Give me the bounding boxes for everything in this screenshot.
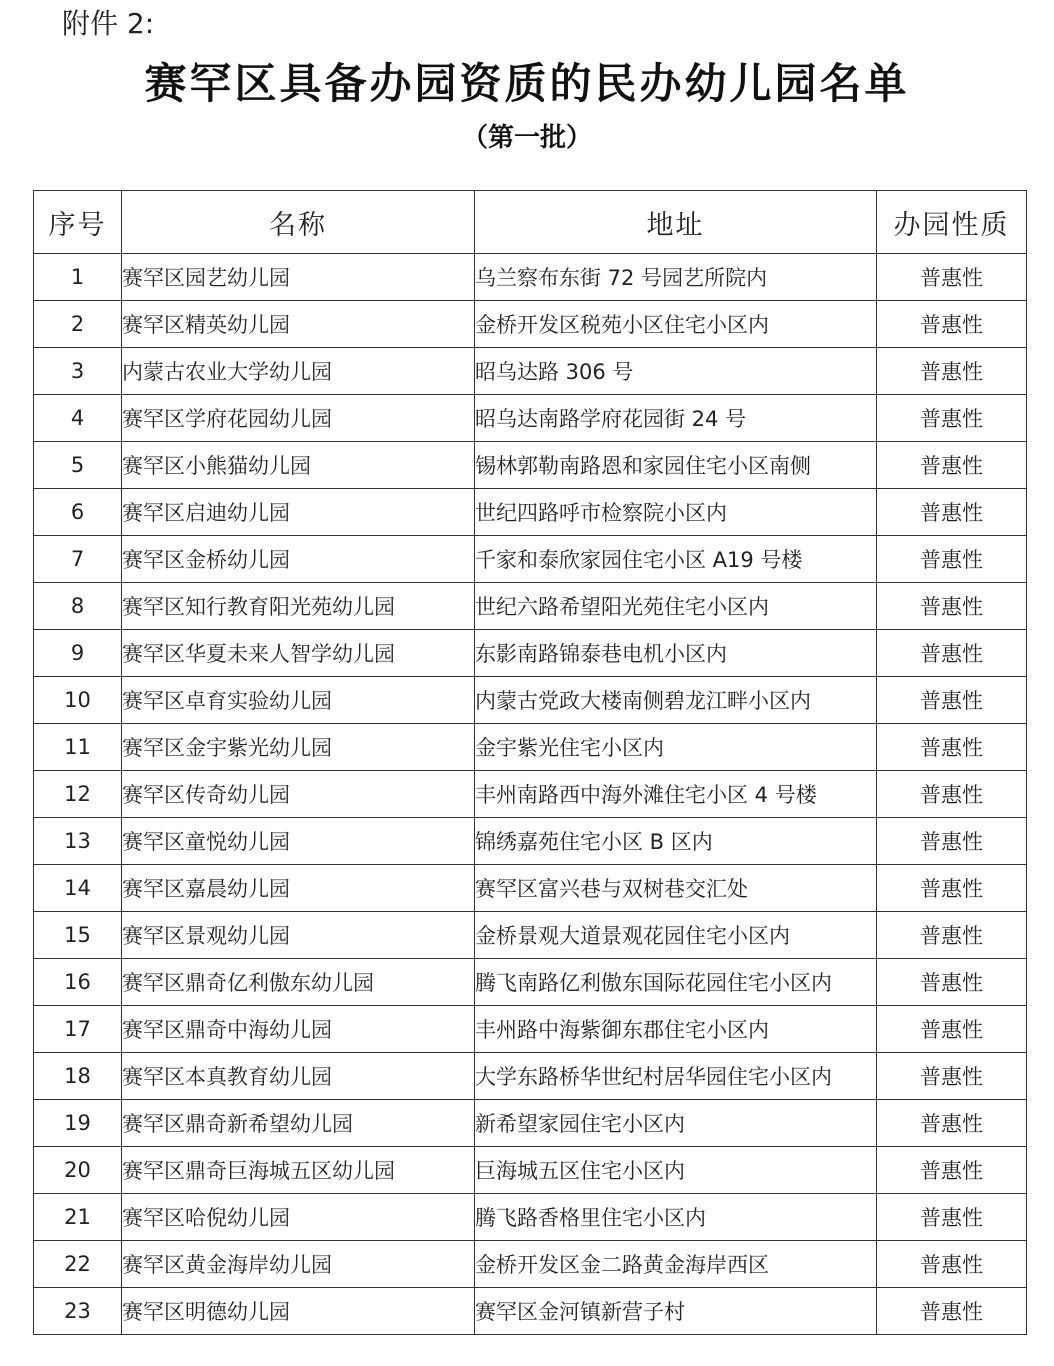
table-row bbox=[34, 1053, 1027, 1100]
cell-address: 新希望家园住宅小区内 bbox=[475, 1100, 877, 1147]
cell-index: 12 bbox=[34, 771, 122, 818]
cell-index: 5 bbox=[34, 442, 122, 489]
cell-type: 普惠性 bbox=[877, 865, 1027, 912]
cell-name: 赛罕区黄金海岸幼儿园 bbox=[122, 1241, 475, 1288]
cell-type: 普惠性 bbox=[877, 301, 1027, 348]
cell-address: 锦绣嘉苑住宅小区 B 区内 bbox=[475, 818, 877, 865]
table-row bbox=[34, 1006, 1027, 1053]
cell-address: 昭乌达南路学府花园街 24 号 bbox=[475, 395, 877, 442]
cell-address: 世纪六路希望阳光苑住宅小区内 bbox=[475, 583, 877, 630]
header-address: 地址 bbox=[475, 191, 877, 254]
cell-type: 普惠性 bbox=[877, 442, 1027, 489]
cell-type: 普惠性 bbox=[877, 489, 1027, 536]
attachment-label: 附件 2: bbox=[62, 7, 155, 40]
table-row bbox=[34, 818, 1027, 865]
cell-index: 10 bbox=[34, 677, 122, 724]
cell-name: 赛罕区传奇幼儿园 bbox=[122, 771, 475, 818]
table-row bbox=[34, 395, 1027, 442]
page-title: 赛罕区具备办园资质的民办幼儿园名单 bbox=[144, 59, 910, 108]
kindergarten-table bbox=[33, 190, 1027, 1335]
cell-address: 乌兰察布东街 72 号园艺所院内 bbox=[475, 254, 877, 301]
cell-name: 赛罕区金宇紫光幼儿园 bbox=[122, 724, 475, 771]
page-subtitle: （第一批） bbox=[461, 123, 592, 153]
table-row bbox=[34, 630, 1027, 677]
table-row bbox=[34, 489, 1027, 536]
cell-index: 21 bbox=[34, 1194, 122, 1241]
cell-name: 赛罕区嘉晨幼儿园 bbox=[122, 865, 475, 912]
cell-address: 腾飞南路亿利傲东国际花园住宅小区内 bbox=[475, 959, 877, 1006]
cell-address: 巨海城五区住宅小区内 bbox=[475, 1147, 877, 1194]
cell-type: 普惠性 bbox=[877, 1100, 1027, 1147]
cell-type: 普惠性 bbox=[877, 536, 1027, 583]
cell-name: 赛罕区学府花园幼儿园 bbox=[122, 395, 475, 442]
header-name: 名称 bbox=[122, 191, 475, 254]
cell-name: 赛罕区景观幼儿园 bbox=[122, 912, 475, 959]
cell-name: 赛罕区鼎奇新希望幼儿园 bbox=[122, 1100, 475, 1147]
table-row bbox=[34, 1147, 1027, 1194]
cell-address: 腾飞路香格里住宅小区内 bbox=[475, 1194, 877, 1241]
cell-type: 普惠性 bbox=[877, 677, 1027, 724]
cell-index: 19 bbox=[34, 1100, 122, 1147]
table-row bbox=[34, 677, 1027, 724]
cell-index: 20 bbox=[34, 1147, 122, 1194]
cell-address: 千家和泰欣家园住宅小区 A19 号楼 bbox=[475, 536, 877, 583]
table-row bbox=[34, 583, 1027, 630]
table-row bbox=[34, 959, 1027, 1006]
cell-name: 赛罕区小熊猫幼儿园 bbox=[122, 442, 475, 489]
cell-address: 金宇紫光住宅小区内 bbox=[475, 724, 877, 771]
table-row bbox=[34, 1100, 1027, 1147]
cell-type: 普惠性 bbox=[877, 1241, 1027, 1288]
cell-type: 普惠性 bbox=[877, 254, 1027, 301]
cell-name: 赛罕区园艺幼儿园 bbox=[122, 254, 475, 301]
cell-type: 普惠性 bbox=[877, 1053, 1027, 1100]
cell-type: 普惠性 bbox=[877, 1194, 1027, 1241]
cell-type: 普惠性 bbox=[877, 771, 1027, 818]
table-row bbox=[34, 1288, 1027, 1335]
header-type: 办园性质 bbox=[877, 191, 1027, 254]
cell-name: 内蒙古农业大学幼儿园 bbox=[122, 348, 475, 395]
cell-index: 23 bbox=[34, 1288, 122, 1335]
cell-address: 赛罕区金河镇新营子村 bbox=[475, 1288, 877, 1335]
cell-name: 赛罕区金桥幼儿园 bbox=[122, 536, 475, 583]
cell-type: 普惠性 bbox=[877, 1006, 1027, 1053]
cell-index: 14 bbox=[34, 865, 122, 912]
cell-name: 赛罕区鼎奇巨海城五区幼儿园 bbox=[122, 1147, 475, 1194]
table-row bbox=[34, 724, 1027, 771]
cell-type: 普惠性 bbox=[877, 583, 1027, 630]
cell-type: 普惠性 bbox=[877, 912, 1027, 959]
cell-type: 普惠性 bbox=[877, 348, 1027, 395]
table-row bbox=[34, 865, 1027, 912]
cell-name: 赛罕区本真教育幼儿园 bbox=[122, 1053, 475, 1100]
cell-type: 普惠性 bbox=[877, 818, 1027, 865]
cell-name: 赛罕区鼎奇中海幼儿园 bbox=[122, 1006, 475, 1053]
cell-name: 赛罕区精英幼儿园 bbox=[122, 301, 475, 348]
cell-address: 金桥开发区税苑小区住宅小区内 bbox=[475, 301, 877, 348]
cell-index: 9 bbox=[34, 630, 122, 677]
cell-address: 内蒙古党政大楼南侧碧龙江畔小区内 bbox=[475, 677, 877, 724]
table-header bbox=[34, 191, 1027, 254]
cell-index: 17 bbox=[34, 1006, 122, 1053]
cell-type: 普惠性 bbox=[877, 1147, 1027, 1194]
cell-name: 赛罕区华夏未来人智学幼儿园 bbox=[122, 630, 475, 677]
cell-index: 16 bbox=[34, 959, 122, 1006]
table-row bbox=[34, 1241, 1027, 1288]
cell-index: 7 bbox=[34, 536, 122, 583]
table-row bbox=[34, 912, 1027, 959]
cell-name: 赛罕区启迪幼儿园 bbox=[122, 489, 475, 536]
cell-index: 4 bbox=[34, 395, 122, 442]
cell-index: 3 bbox=[34, 348, 122, 395]
header-index: 序号 bbox=[34, 191, 122, 254]
table-row bbox=[34, 254, 1027, 301]
cell-address: 东影南路锦泰巷电机小区内 bbox=[475, 630, 877, 677]
cell-address: 金桥景观大道景观花园住宅小区内 bbox=[475, 912, 877, 959]
cell-index: 15 bbox=[34, 912, 122, 959]
cell-index: 18 bbox=[34, 1053, 122, 1100]
cell-index: 2 bbox=[34, 301, 122, 348]
cell-address: 大学东路桥华世纪村居华园住宅小区内 bbox=[475, 1053, 877, 1100]
cell-address: 丰州路中海紫御东郡住宅小区内 bbox=[475, 1006, 877, 1053]
cell-index: 11 bbox=[34, 724, 122, 771]
table-row bbox=[34, 442, 1027, 489]
table-body bbox=[34, 254, 1027, 1335]
cell-address: 世纪四路呼市检察院小区内 bbox=[475, 489, 877, 536]
table-row bbox=[34, 536, 1027, 583]
cell-name: 赛罕区鼎奇亿利傲东幼儿园 bbox=[122, 959, 475, 1006]
cell-type: 普惠性 bbox=[877, 959, 1027, 1006]
cell-name: 赛罕区哈倪幼儿园 bbox=[122, 1194, 475, 1241]
cell-index: 1 bbox=[34, 254, 122, 301]
table-row bbox=[34, 348, 1027, 395]
table-row bbox=[34, 1194, 1027, 1241]
cell-type: 普惠性 bbox=[877, 630, 1027, 677]
cell-index: 22 bbox=[34, 1241, 122, 1288]
cell-address: 金桥开发区金二路黄金海岸西区 bbox=[475, 1241, 877, 1288]
cell-type: 普惠性 bbox=[877, 395, 1027, 442]
cell-type: 普惠性 bbox=[877, 1288, 1027, 1335]
table-row bbox=[34, 301, 1027, 348]
cell-name: 赛罕区明德幼儿园 bbox=[122, 1288, 475, 1335]
cell-index: 6 bbox=[34, 489, 122, 536]
cell-name: 赛罕区童悦幼儿园 bbox=[122, 818, 475, 865]
cell-address: 锡林郭勒南路恩和家园住宅小区南侧 bbox=[475, 442, 877, 489]
cell-address: 昭乌达路 306 号 bbox=[475, 348, 877, 395]
table-row bbox=[34, 771, 1027, 818]
cell-address: 丰州南路西中海外滩住宅小区 4 号楼 bbox=[475, 771, 877, 818]
cell-index: 13 bbox=[34, 818, 122, 865]
cell-type: 普惠性 bbox=[877, 724, 1027, 771]
cell-index: 8 bbox=[34, 583, 122, 630]
cell-name: 赛罕区知行教育阳光苑幼儿园 bbox=[122, 583, 475, 630]
cell-name: 赛罕区卓育实验幼儿园 bbox=[122, 677, 475, 724]
header-row bbox=[34, 191, 1027, 254]
cell-address: 赛罕区富兴巷与双树巷交汇处 bbox=[475, 865, 877, 912]
